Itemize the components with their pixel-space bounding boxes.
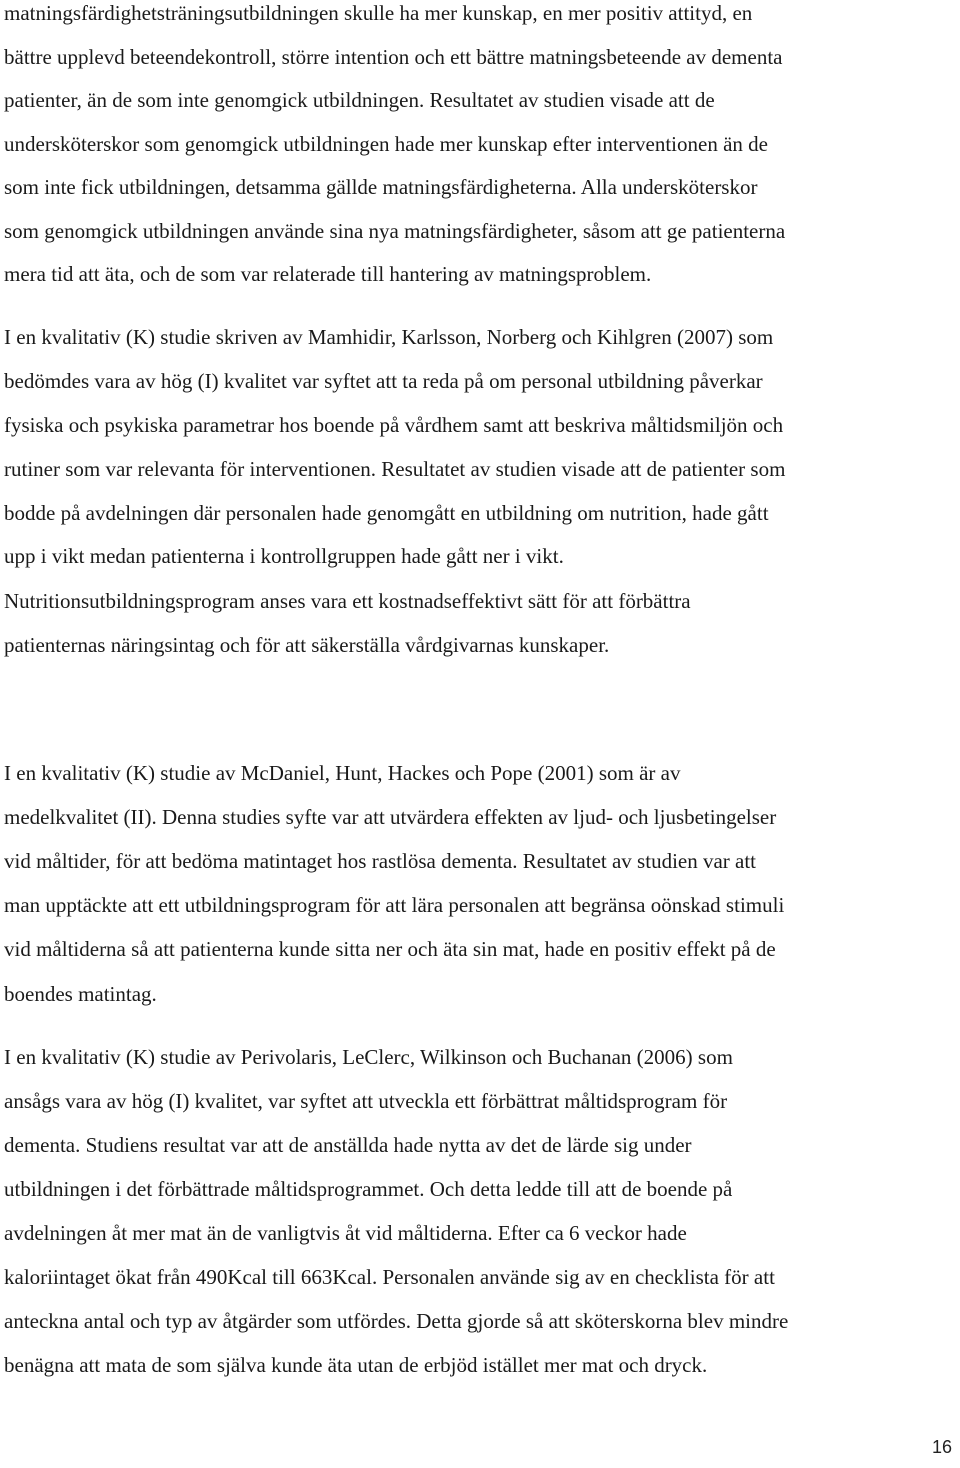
text-line: som inte fick utbildningen, detsamma gällde matningsfärdigheterna. Alla undersköterskor [4, 175, 758, 199]
text-line: vid måltiderna så att patienterna kunde sitta ner och äta sin mat, hade en positiv effekt på de [4, 937, 776, 961]
text-line: bedömdes vara av hög (I) kvalitet var syftet att ta reda på om personal utbildning påverkar [4, 369, 763, 393]
text-line: dementa. Studiens resultat var att de anställda hade nytta av det de lärde sig under [4, 1133, 692, 1157]
text-line: benägna att mata de som själva kunde äta utan de erbjöd istället mer mat och dryck. [4, 1353, 708, 1377]
text-line: vid måltider, för att bedöma matintaget hos rastlösa dementa. Resultatet av studien var att [4, 849, 757, 873]
text-line: Nutritionsutbildningsprogram anses vara ett kostnadseffektivt sätt för att förbättra [4, 589, 691, 613]
text-line: boendes matintag. [4, 982, 157, 1006]
text-line: som genomgick utbildningen använde sina nya matningsfärdigheter, såsom att ge patienterna [4, 219, 786, 243]
text-line: matningsfärdighetsträningsutbildningen skulle ha mer kunskap, en mer positiv attityd, en [4, 1, 753, 25]
text-line: rutiner som var relevanta för interventionen. Resultatet av studien visade att de patienter som [4, 457, 786, 481]
text-line: man upptäckte att ett utbildningsprogram för att lära personalen att begränsa oönskad stimuli [4, 893, 785, 917]
text-line: bättre upplevd beteendekontroll, större intention och ett bättre matningsbeteende av dementa [4, 45, 783, 69]
text-line: ansågs vara av hög (I) kvalitet, var syftet att utveckla ett förbättrat måltidsprogram för [4, 1089, 728, 1113]
text-line: mera tid att äta, och de som var relaterade till hantering av matningsproblem. [4, 262, 652, 286]
text-line: utbildningen i det förbättrade måltidsprogrammet. Och detta ledde till att de boende på [4, 1177, 733, 1201]
text-line: patienternas näringsintag och för att säkerställa vårdgivarnas kunskaper. [4, 633, 610, 657]
text-line: avdelningen åt mer mat än de vanligtvis åt vid måltiderna. Efter ca 6 veckor hade [4, 1221, 687, 1245]
text-line: bodde på avdelningen där personalen hade genomgått en utbildning om nutrition, hade gått [4, 501, 769, 525]
text-line: I en kvalitativ (K) studie av McDaniel, Hunt, Hackes och Pope (2001) som är av [4, 761, 681, 785]
text-line: I en kvalitativ (K) studie skriven av Mamhidir, Karlsson, Norberg och Kihlgren (2007) som [4, 325, 774, 349]
text-line: upp i vikt medan patienterna i kontrollgruppen hade gått ner i vikt. [4, 544, 564, 568]
text-line: medelkvalitet (II). Denna studies syfte var att utvärdera effekten av ljud- och ljusbetingelser [4, 805, 777, 829]
page-number: 16 [931, 1437, 952, 1457]
text-line: anteckna antal och typ av åtgärder som utfördes. Detta gjorde så att sköterskorna blev mindre [4, 1309, 789, 1333]
text-line: fysiska och psykiska parametrar hos boende på vårdhem samt att beskriva måltidsmiljön och [4, 413, 784, 437]
text-line: kaloriintaget ökat från 490Kcal till 663Kcal. Personalen använde sig av en checklista för att [4, 1265, 775, 1289]
text-line: I en kvalitativ (K) studie av Perivolaris, LeClerc, Wilkinson och Buchanan (2006) som [4, 1045, 733, 1069]
text-line: patienter, än de som inte genomgick utbildningen. Resultatet av studien visade att de [4, 88, 715, 112]
text-line: undersköterskor som genomgick utbildningen hade mer kunskap efter interventionen än de [4, 132, 768, 156]
